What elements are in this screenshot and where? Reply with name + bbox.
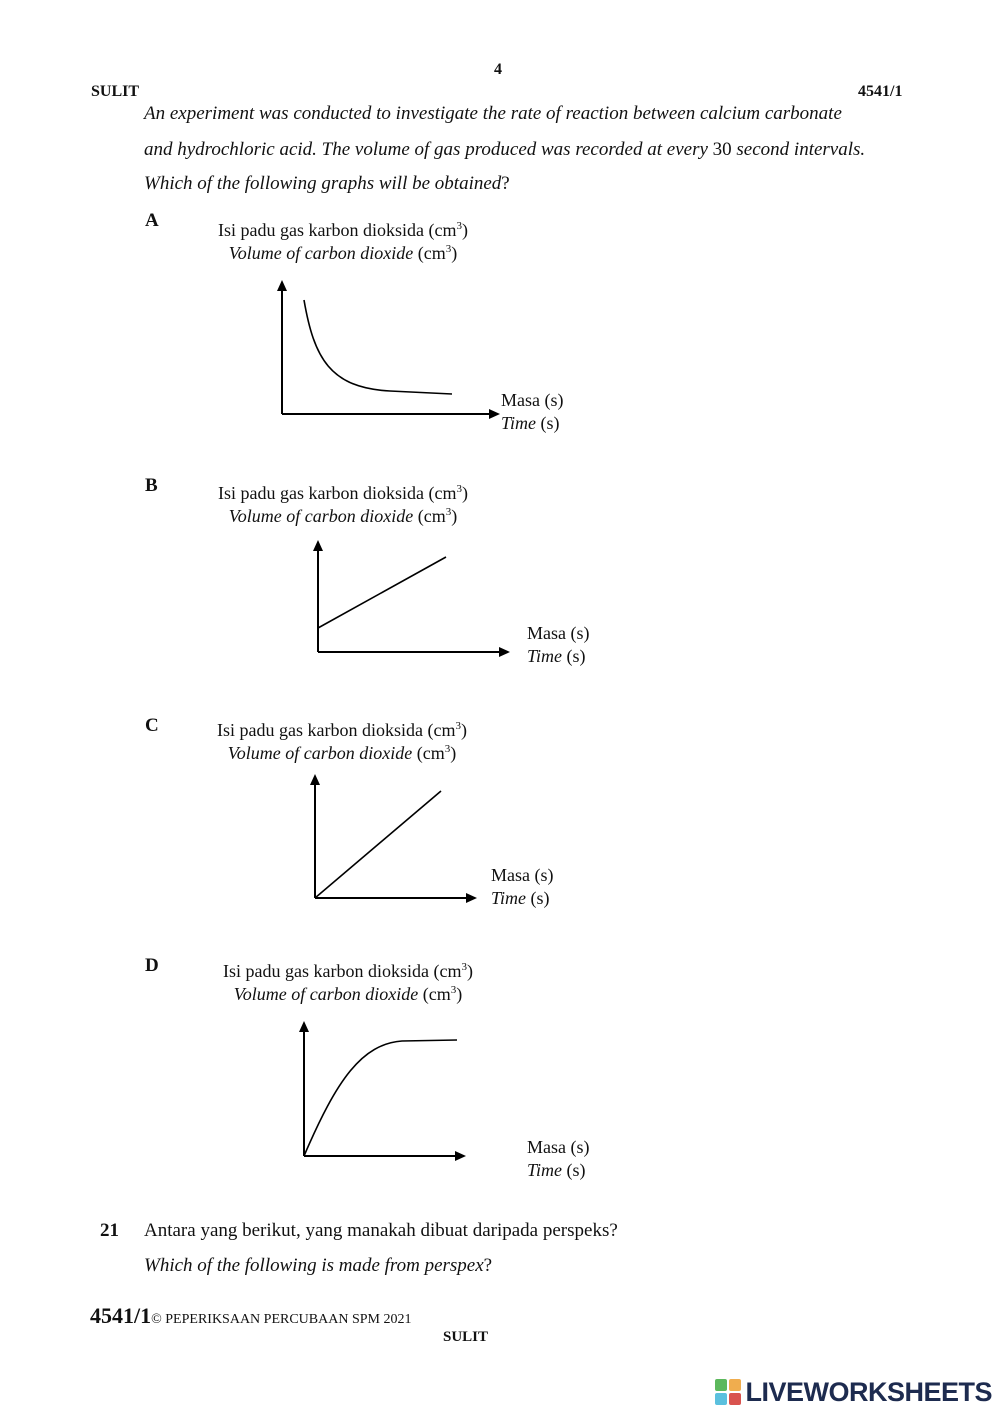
option-d-x-label-malay: Masa (s) [527,1137,590,1157]
option-c-graph [303,772,483,907]
footer-sulit: SULIT [443,1329,489,1345]
option-c-y-label-malay: Isi padu gas karbon dioksida $(cm^3)$ [217,720,467,740]
option-b-x-label-malay: Masa (s) [527,623,590,643]
option-b-line [318,557,446,628]
question-21-number: 21 [100,1220,119,1241]
option-d-y-label [198,960,498,1006]
footer-copyright: © PEPERIKSAAN PERCUBAAN SPM 2021 [151,1312,412,1327]
option-b-letter: B [145,475,158,496]
option-c-y-arrow [310,774,320,785]
option-c-y-label [192,719,492,765]
option-b-x-label [527,622,589,668]
question-21-english: Which of the following is made from perspex? [144,1255,493,1276]
option-c-x-label-english: Time (s) [491,888,550,908]
question-mark: ? [501,173,510,194]
logo-square-2 [729,1379,741,1391]
option-d-x-label [527,1136,589,1182]
question-line-2-end: second intervals. [731,139,866,160]
footer [90,1303,411,1329]
page-number: 4 [494,61,502,78]
option-b-x-arrow [499,647,510,657]
question-line-1: An experiment was conducted to investigate the rate of reaction between calcium carbonate [144,103,842,124]
option-d-letter: D [145,955,159,976]
liveworksheets-logo-text: LIVEWORKSHEETS [745,1376,992,1407]
option-d-y-arrow [299,1021,309,1032]
option-a-letter: A [145,210,159,231]
option-b-x-label-english: Time (s) [527,646,586,666]
option-b-y-arrow [313,540,323,551]
option-c-letter: C [145,715,159,736]
question-line-3-text: Which of the following graphs will be obtained [144,173,502,194]
question-line-3 [144,174,510,194]
option-d-y-label-malay: Isi padu gas karbon dioksida $(cm^3)$ [223,961,473,981]
question-line-2-text: and hydrochloric acid. The volume of gas produced was recorded at every [144,139,713,160]
option-d-graph [292,1019,472,1164]
option-a-y-label-english: Volume of carbon dioxide $(cm^3)$ [228,243,458,263]
option-c-x-label-malay: Masa (s) [491,865,554,885]
option-b-y-label [193,482,493,528]
option-c-y-label-english: Volume of carbon dioxide $(cm^3)$ [227,743,457,763]
option-a-y-label-malay: Isi padu gas karbon dioksida $(cm^3)$ [218,220,468,240]
option-d-y-label-english: Volume of carbon dioxide $(cm^3)$ [233,984,463,1004]
option-b-graph [306,538,516,663]
interval-number: 30 [712,139,732,160]
question-21-malay: Antara yang berikut, yang manakah dibuat daripada perspeks? [144,1220,618,1241]
liveworksheets-logo-icon [715,1379,741,1405]
logo-square-3 [715,1393,727,1405]
header-code: 4541/1 [858,83,903,100]
option-a-x-label [501,389,563,435]
option-c-line [315,791,441,898]
option-a-y-arrow [277,280,287,291]
header-sulit: SULIT [91,83,140,100]
logo-square-4 [729,1393,741,1405]
option-a-curve [304,300,452,394]
option-a-y-label [193,219,493,265]
option-b-y-label-english: Volume of carbon dioxide $(cm^3)$ [228,506,458,526]
option-c-x-label [491,864,553,910]
option-a-graph [270,278,510,428]
option-a-x-arrow [489,409,500,419]
option-a-x-label-malay: Masa (s) [501,390,564,410]
question-line-2 [144,140,865,160]
option-d-x-arrow [455,1151,466,1161]
option-a-x-label-english: Time (s) [501,413,560,433]
footer-code: 4541/1 [90,1303,152,1328]
logo-square-1 [715,1379,727,1391]
liveworksheets-logo [715,1376,992,1408]
option-d-curve [304,1040,457,1156]
option-d-x-label-english: Time (s) [527,1160,586,1180]
option-b-y-label-malay: Isi padu gas karbon dioksida $(cm^3)$ [218,483,468,503]
option-c-x-arrow [466,893,477,903]
